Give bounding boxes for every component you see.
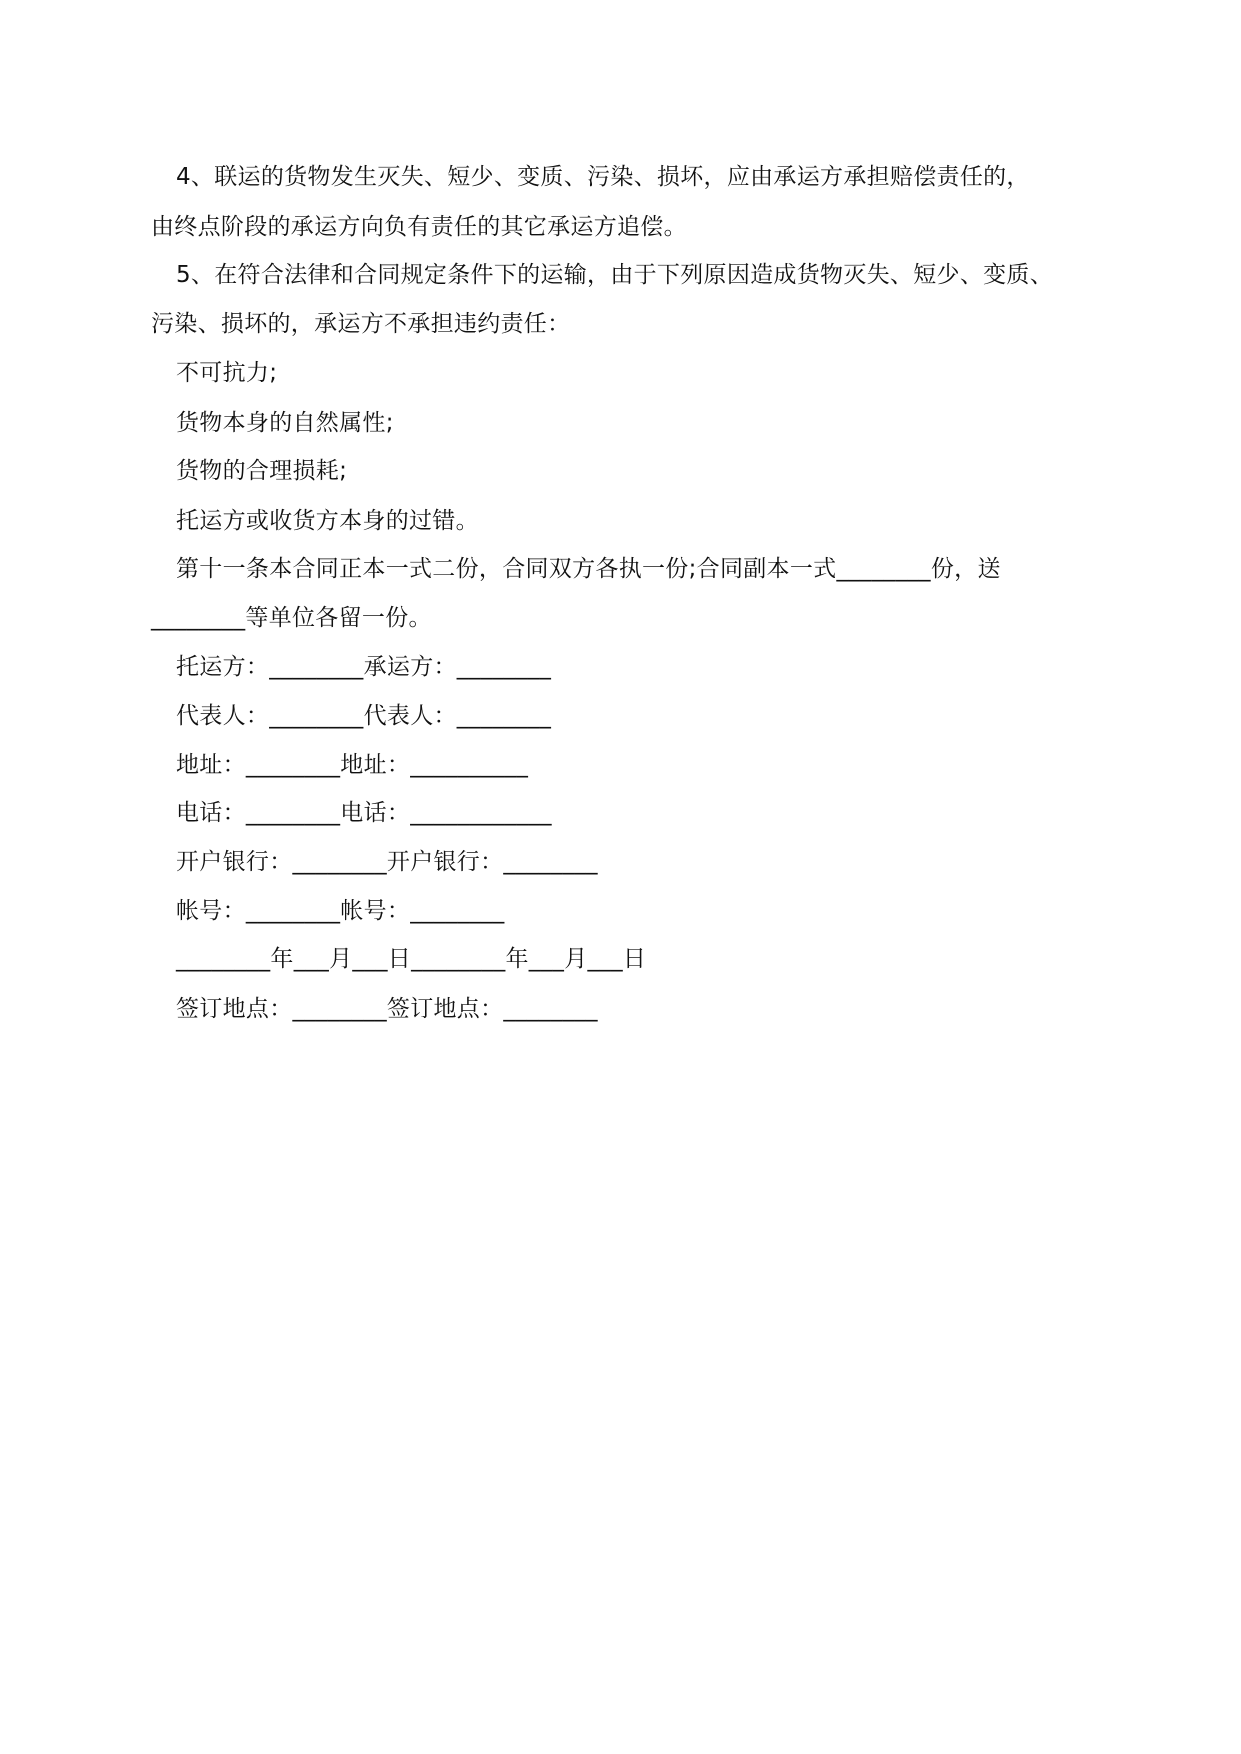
exemption-item-fault: 托运方或收货方本身的过错。	[176, 508, 479, 534]
paragraph-5-line-2: 污染、损坏的，承运方不承担违约责任：	[151, 311, 571, 337]
exemption-item-reasonable-loss: 货物的合理损耗;	[176, 458, 348, 484]
signature-account: 帐号：________帐号：________	[176, 898, 505, 924]
exemption-item-force-majeure: 不可抗力;	[176, 360, 278, 386]
signature-signing-place: 签订地点：________签订地点：________	[176, 996, 598, 1022]
article-11-line-2: ________等单位各留一份。	[151, 605, 432, 631]
signature-date: ________年___月___日________年___月___日	[176, 946, 647, 972]
exemption-item-natural-property: 货物本身的自然属性;	[176, 410, 394, 436]
signature-representative: 代表人：________代表人：________	[176, 703, 552, 729]
article-11-line-1: 第十一条本合同正本一式二份，合同双方各执一份;合同副本一式________份，送	[176, 556, 1001, 582]
paragraph-5-line-1: 5、在符合法律和合同规定条件下的运输，由于下列原因造成货物灭失、短少、变质、	[176, 262, 1054, 288]
paragraph-4-line-1: 4、联运的货物发生灭失、短少、变质、污染、损坏，应由承运方承担赔偿责任的，	[176, 164, 1030, 190]
signature-bank: 开户银行：________开户银行：________	[176, 849, 598, 875]
signature-shipper-carrier: 托运方：________承运方：________	[176, 654, 552, 680]
signature-address: 地址：________地址：__________	[176, 752, 529, 778]
paragraph-4-line-2: 由终点阶段的承运方向负有责任的其它承运方追偿。	[151, 214, 687, 240]
signature-phone: 电话：________电话：____________	[176, 800, 552, 826]
